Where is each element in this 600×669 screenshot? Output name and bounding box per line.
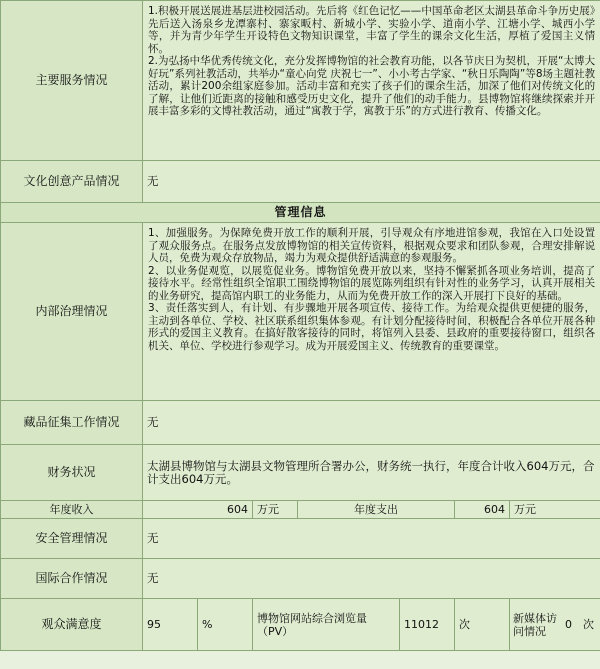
newmedia-unit: 次 <box>583 618 594 631</box>
expense-label: 年度支出 <box>298 501 455 519</box>
row-main-service <box>1 1 600 161</box>
pv-value: 11012 <box>400 599 455 651</box>
row-governance <box>1 223 600 401</box>
row-annual <box>1 501 600 519</box>
governance-label: 内部治理情况 <box>1 223 143 401</box>
row-collection <box>1 401 600 445</box>
finance-label: 财务状况 <box>1 445 143 501</box>
newmedia-label: 新媒体访问情况 <box>513 611 557 638</box>
expense-value: 604 <box>455 501 510 519</box>
row-safety <box>1 519 600 559</box>
main-service-text: 1.积极开展送展进基层进校园活动。先后将《红色记忆——中国革命老区太湖县革命斗争历史展》先后送入汤泉乡龙潭寨村、寨家畈村、新城小学、实验小学、道南小学、江塘小学、城西小学等，并为青少年学生开设特色文物知识课堂，丰富了学生的课余文化生活，厚植了爱国主义情怀。 2.为弘扬中华优秀传统文化，充分发挥博物馆的社会教育功能，以各节庆日为契机，开展“太博大好玩”系列社教活动，共举办“童心向党 庆祝七一”、小小考古学家、“秋日乐陶陶”等8场主题社教活动，累计200余组家庭参加。活动丰富和充实了孩子们的课余生活，加深了他们对传统文化的了解，让他们近距离的接触和感受历史文化，提升了他们的动手能力。县博物馆将继续探索并开展丰富多彩的文博社教活动，通过“寓教于学，寓教于乐”的方式进行教育、传播文化。 <box>143 1 600 161</box>
safety-value: 无 <box>143 519 600 559</box>
income-unit: 万元 <box>253 501 298 519</box>
safety-label: 安全管理情况 <box>1 519 143 559</box>
international-value: 无 <box>143 559 600 599</box>
pv-label: 博物馆网站综合浏览量（PV） <box>253 599 400 651</box>
row-finance <box>1 445 600 501</box>
newmedia-value: 0 <box>565 618 572 631</box>
collection-label: 藏品征集工作情况 <box>1 401 143 445</box>
row-section-title <box>1 203 600 223</box>
pv-unit: 次 <box>455 599 510 651</box>
row-international <box>1 559 600 599</box>
creative-value: 无 <box>143 161 600 203</box>
satisfaction-unit: % <box>198 599 253 651</box>
creative-label: 文化创意产品情况 <box>1 161 143 203</box>
satisfaction-label: 观众满意度 <box>1 599 143 651</box>
finance-text: 太湖县博物馆与太湖县文物管理所合署办公，财务统一执行，年度合计收入604万元，合计支出604万元。 <box>143 445 600 501</box>
main-service-label: 主要服务情况 <box>1 1 143 161</box>
international-label: 国际合作情况 <box>1 559 143 599</box>
income-label: 年度收入 <box>1 501 143 519</box>
collection-value: 无 <box>143 401 600 445</box>
section-title: 管理信息 <box>1 203 600 223</box>
expense-unit: 万元 <box>510 501 600 519</box>
income-value: 604 <box>143 501 253 519</box>
newmedia-cell <box>510 599 600 651</box>
row-satisfaction <box>1 599 600 651</box>
satisfaction-value: 95 <box>143 599 198 651</box>
governance-text: 1、加强服务。为保障免费开放工作的顺利开展，引导观众有序地进馆参观，我馆在入口处设置了观众服务点。在服务点发放博物馆的相关宣传资料，根据观众要求和团队参观，合理安排解说人员，免费为观众存放物品，竭力为观众提供舒适满意的参观服务。 2、以业务促观览，以展览促业务。博物馆免费开放以来，坚持不懈紧抓各项业务培训，提高了接待水平。经常性组织全馆职工围绕博物馆的展览陈列组织有针对性的业务学习，认真开展相关的业务研究，提高馆内职工的业务能力，从而为免费开放工作的深入开展打下良好的基础。 3、责任落实到人，有计划、有步骤地开展各项宣传、接待工作。为给观众提供更便捷的服务，主动到各单位、学校、社区联系组织集体参观。有计划分配接待时间，积极配合各单位开展各种形式的爱国主义教育。在搞好散客接待的同时，将馆列入县委、县政府的重要接待窗口，组织各机关、单位、学校进行参观学习。成为开展爱国主义、传统教育的重要课堂。 <box>143 223 600 401</box>
row-creative <box>1 161 600 203</box>
